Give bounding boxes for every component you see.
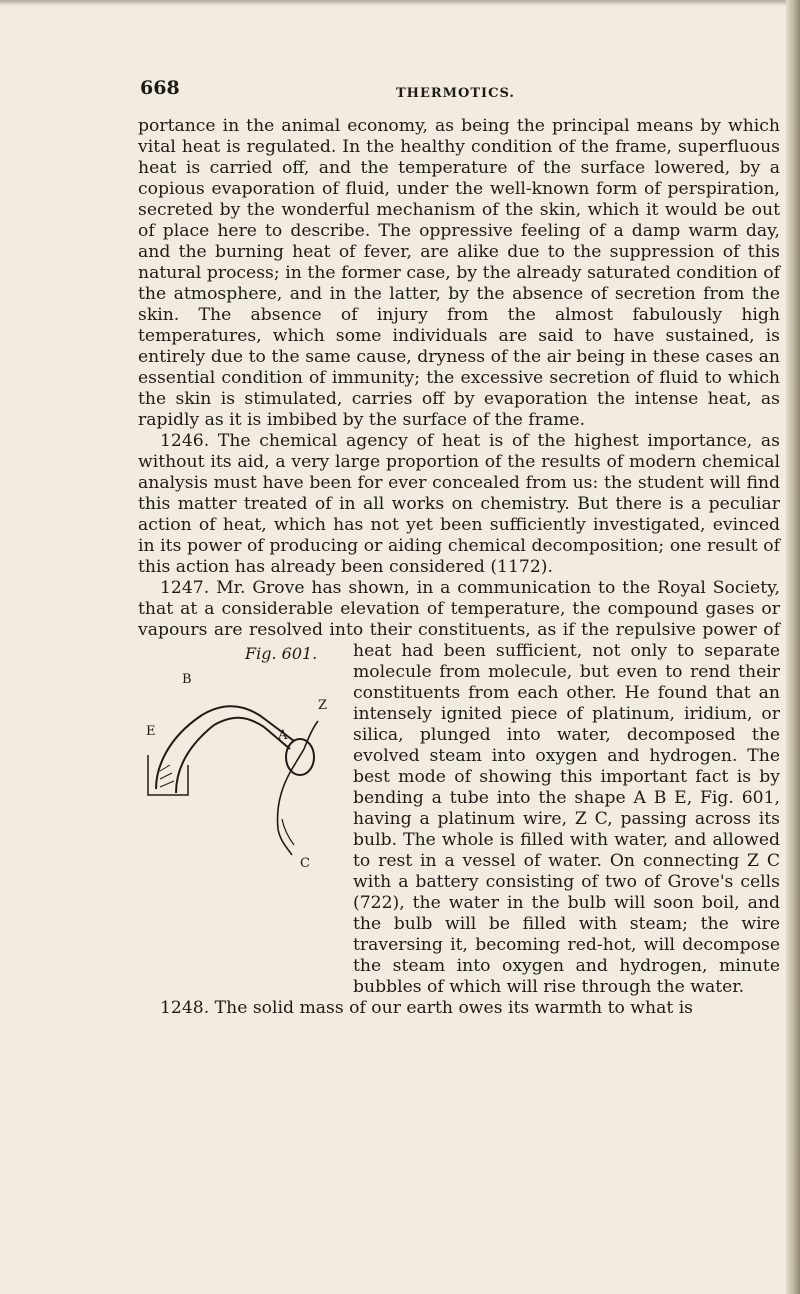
paragraph-1247-wrapper — [138, 578, 780, 1019]
label-c: C — [300, 856, 310, 869]
figure-caption: Fig. 601. — [245, 644, 318, 663]
running-head: THERMOTICS. — [396, 86, 515, 101]
paragraph-1248: 1248. The solid mass of our earth owes its warmth to what is — [160, 998, 694, 1018]
label-z: Z — [318, 698, 328, 713]
tube-inner-left — [176, 725, 214, 793]
paragraph-1247: Fig. 601. B Z E A C 1247. Mr. Grove has shown, in a communication to the Royal Society, that at a considerable elevation of temperature, the compound gases or vapours are resolved into their constituents, as if the repulsive power of heat had been sufficient, not only to separate molecule from molecule, but even to rend their constituents from each other. He found that an intensely ignited piece of platinum, iridium, or silica, plunged into water, decomposed the evolved steam into oxygen and hydrogen. The best mode of showing this important fact is by bending a tube into the shape A B E, Fig. 601, having a platinum wire, Z C, passing across its bulb. The whole is filled with water, and allowed to rest in a vessel of water. On connecting Z C with a battery consisting of two of Grove's cells (722), the water in the bulb will soon boil, and the bulb will be filled with steam; the wire traversing it, becoming red-hot, will decompose the steam into oxygen and hydrogen, minute bubbles of which will rise through the water. — [138, 578, 780, 997]
body-text — [138, 116, 780, 1019]
page-top-shadow — [0, 0, 800, 6]
paragraph-continuation: portance in the animal economy, as being the principal means by which vital heat is regulated. In the healthy condition of the frame, superfluous heat is carried off, and the temperature of the surface lowered, by a copious evaporation of fluid, under the well-known form of perspiration, secreted by the wonderful mechanism of the skin, which it would be out of place here to describe. The oppressive feeling of a damp warm day, and the burning heat of fever, are alike due to the suppression of this natural process; in the former case, by the already saturated condition of the atmosphere, and in the latter, by the absence of secretion from the skin. The absence of injury from the almost fabulously high temperatures, which some individuals are said to have sustained, is entirely due to the same cause, dryness of the air being in these cases an essential condition of immunity; the excessive secretion of fluid to which the skin is stimulated, carries off by evaporation the intense heat, as rapidly as it is imbibed by the surface of the frame. — [138, 116, 780, 430]
label-b: B — [182, 672, 192, 687]
label-a: A — [278, 728, 288, 743]
tube-top-outer — [202, 706, 262, 717]
page-edge — [786, 0, 800, 1294]
paragraph-1246: 1246. The chemical agency of heat is of the highest importance, as without its aid, a very large proportion of the results of modern chemical analysis must have been for ever concealed from us: the student will find this matter treated of in all works on chemistry. But there is a peculiar action of heat, which has not yet been sufficiently investigated, evinced in its power of producing or aiding chemical decomposition; one result of this action has already been considered (1172). — [138, 431, 780, 577]
label-e: E — [146, 724, 156, 739]
tube-top-inner — [214, 718, 264, 727]
figure-601 — [142, 641, 347, 997]
page-number: 668 — [140, 77, 180, 99]
vessel-hatching — [160, 765, 174, 787]
wire-hatching — [282, 819, 294, 845]
tube-diagram — [142, 669, 347, 869]
